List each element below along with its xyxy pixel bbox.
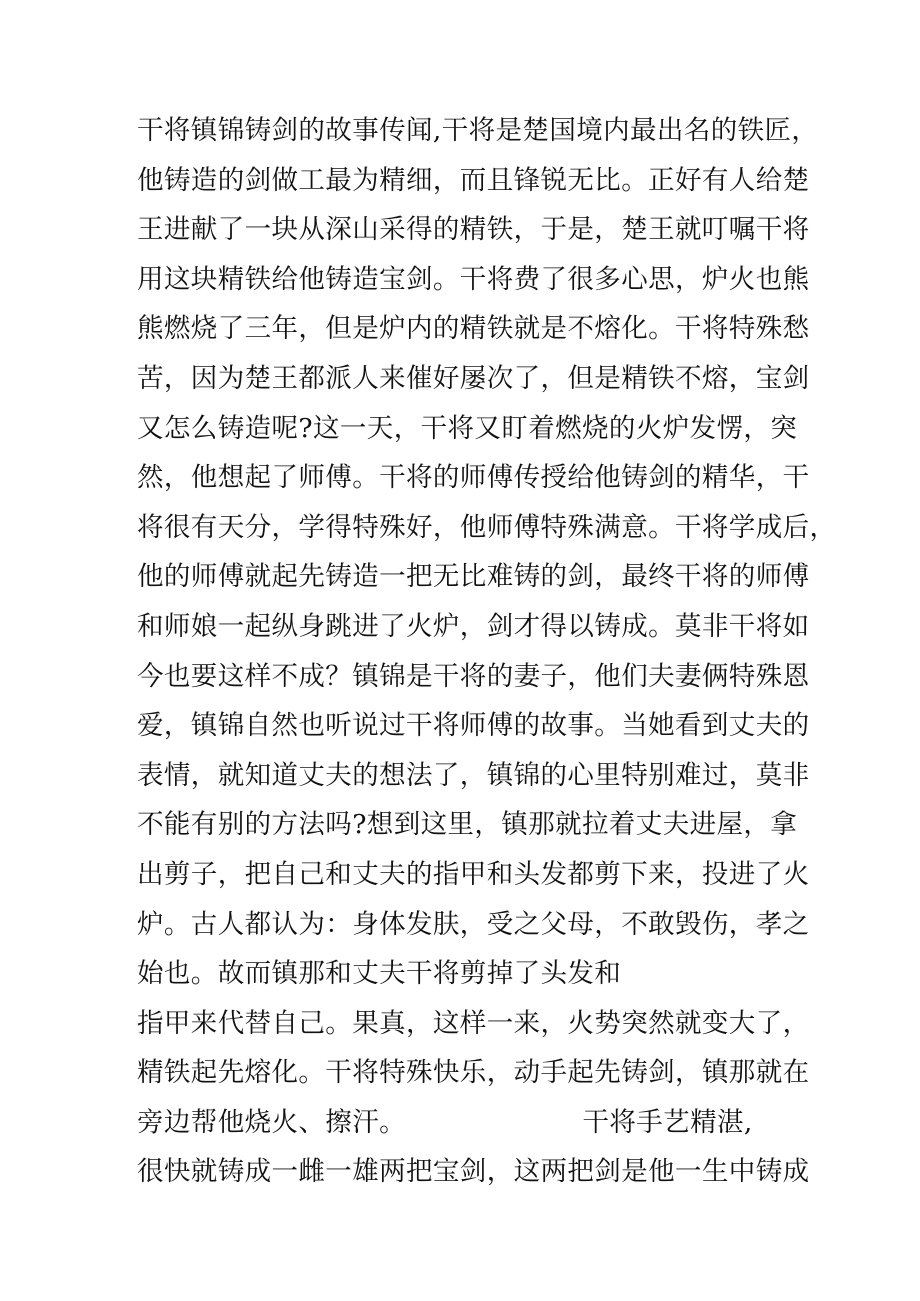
text-line: 干将镇锦铸剑的故事传闻,干将是楚国境内最出名的铁匠，: [137, 115, 819, 146]
text-line: 然，他想起了师傅。干将的师傅传授给他铸剑的精华，干: [137, 462, 810, 494]
text-line: 旁边帮他烧火、擦汗。 干将手艺精湛,: [137, 1106, 753, 1138]
text-line: 他铸造的剑做工最为精细，而且锋锐无比。正好有人给楚: [137, 164, 810, 196]
text-line: 出剪子，把自己和丈夫的指甲和头发都剪下来，投进了火: [137, 858, 810, 890]
text-line: 指甲来代替自己。果真，这样一来，火势突然就变大了，: [137, 1007, 810, 1039]
text-line: 用这块精铁给他铸造宝剑。干将费了很多心思，炉火也熊: [137, 263, 810, 295]
text-line: 始也。故而镇那和丈夫干将剪掉了头发和: [137, 958, 622, 990]
text-line: 他的师傅就起先铸造一把无比难铸的剑，最终干将的师傅: [137, 561, 810, 593]
text-line: 今也要这样不成？镇锦是干将的妻子，他们夫妻俩特殊恩: [137, 660, 810, 692]
text-line: 和师娘一起纵身跳进了火炉，剑才得以铸成。莫非干将如: [137, 610, 810, 642]
text-line: 熊燃烧了三年，但是炉内的精铁就是不熔化。干将特殊愁: [137, 313, 810, 345]
text-line: 精铁起先熔化。干将特殊快乐，动手起先铸剑，镇那就在: [137, 1057, 810, 1089]
text-line: 炉。古人都认为：身体发肤，受之父母，不敢毁伤，孝之: [137, 908, 810, 940]
text-line: 表情，就知道丈夫的想法了，镇锦的心里特别难过，莫非: [137, 759, 810, 791]
body-text: [137, 106, 837, 1197]
text-line: 将很有天分，学得特殊好，他师傅特殊满意。干将学成后，: [137, 511, 837, 543]
text-line: 不能有别的方法吗?想到这里，镇那就拉着丈夫进屋，拿: [137, 809, 798, 841]
text-line: 苦，因为楚王都派人来催好屡次了，但是精铁不熔，宝剑: [137, 362, 810, 394]
text-line: 王进献了一块从深山采得的精铁，于是，楚王就叮嘱干将: [137, 214, 810, 246]
text-line: 爱，镇锦自然也听说过干将师傅的故事。当她看到丈夫的: [137, 710, 810, 742]
text-line: 很快就铸成一雌一雄两把宝剑，这两把剑是他一生中铸成: [137, 1156, 810, 1188]
text-line: 又怎么铸造呢?这一天，干将又盯着燃烧的火炉发愣，突: [137, 412, 798, 444]
